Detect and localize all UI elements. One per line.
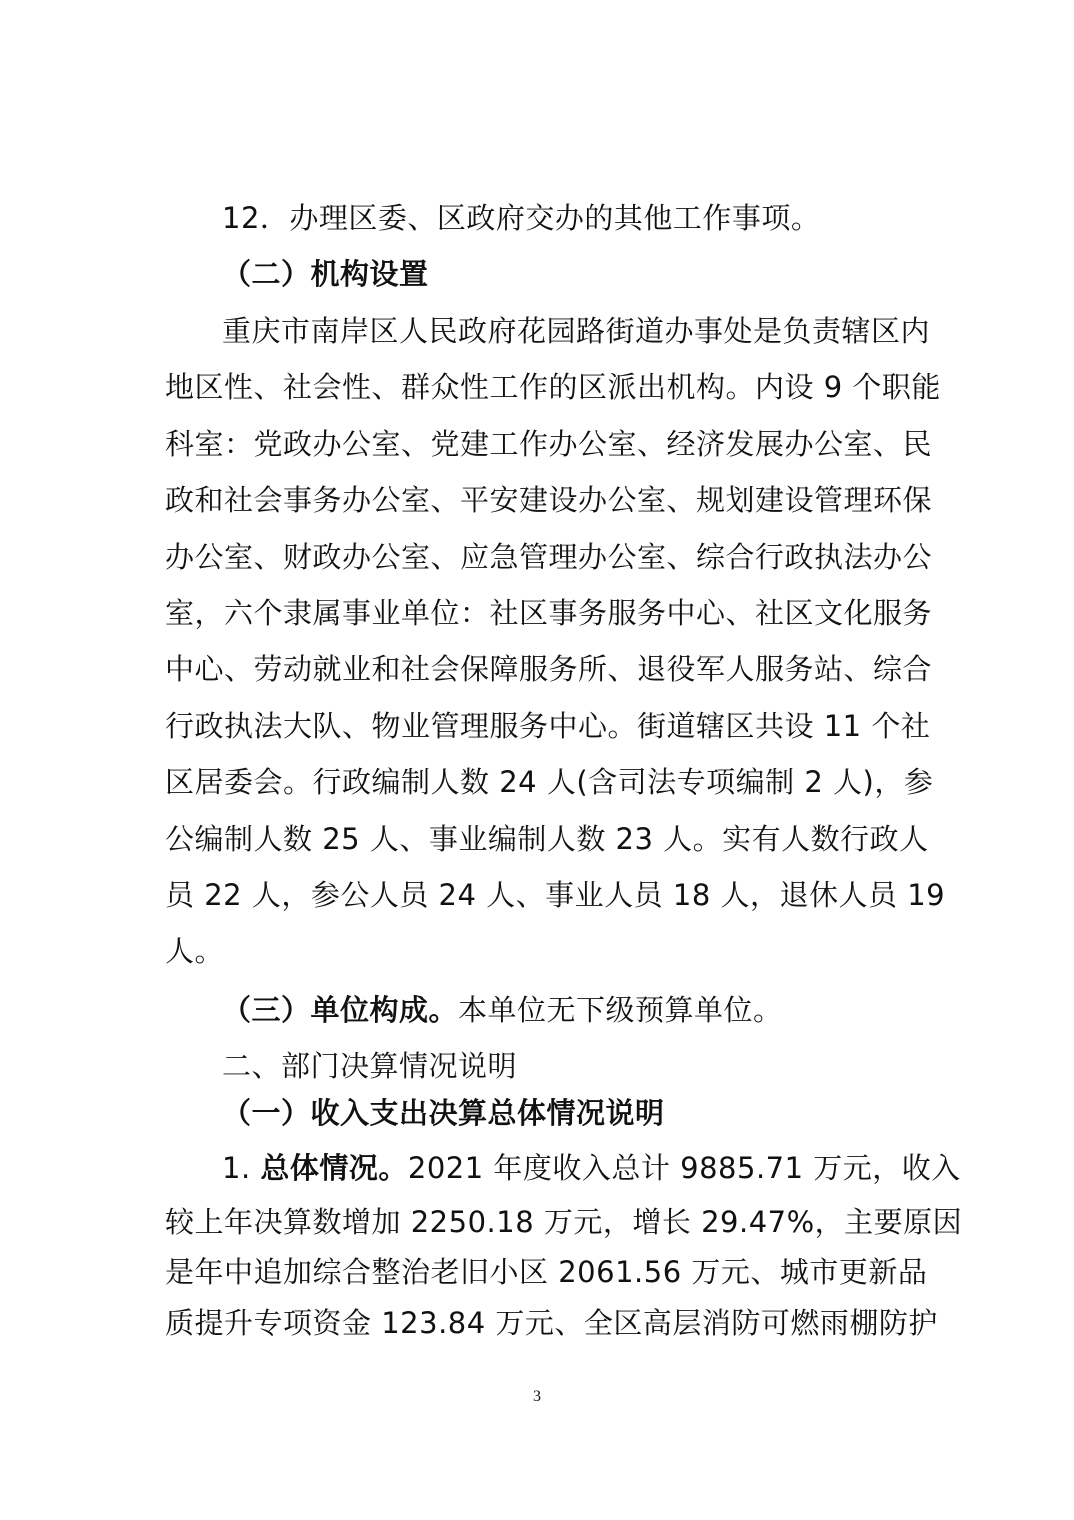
- paragraph-line: [165, 1252, 928, 1292]
- paragraph-line: [165, 649, 933, 689]
- paragraph-line: [222, 311, 931, 351]
- paragraph-line: [165, 593, 933, 633]
- paragraph-line: [165, 537, 933, 577]
- page-number: 3: [533, 1388, 541, 1405]
- inline-heading: 总体情况。: [260, 1151, 408, 1185]
- section-heading: （三）单位构成。: [222, 993, 459, 1027]
- paragraph-line: [222, 990, 925, 1030]
- paragraph-line: [165, 367, 941, 407]
- paragraph-line: [165, 1202, 963, 1242]
- text-run: 重庆市南岸区人民政府花园路街道办事处是负责辖区内: [222, 314, 931, 348]
- paragraph-line: [222, 1148, 961, 1188]
- text-run: 本单位无下级预算单位。: [458, 993, 783, 1027]
- text-run: 较上年决算数增加 2250.18 万元，增长 29.47%，主要原因: [165, 1205, 963, 1239]
- text-run: 质提升专项资金 123.84 万元、全区高层消防可燃雨棚防护: [165, 1306, 938, 1340]
- section-title: [222, 1046, 925, 1086]
- list-number: 1.: [222, 1151, 261, 1185]
- text-run: 12．办理区委、区政府交办的其他工作事项。: [222, 201, 821, 235]
- text-run: 人。: [165, 934, 225, 968]
- text-run: 2021 年度收入总计 9885.71 万元，收入: [407, 1151, 961, 1185]
- text-run: 公编制人数 25 人、事业编制人数 23 人。实有人数行政人: [165, 822, 929, 856]
- paragraph-line: [165, 875, 946, 915]
- paragraph-line: [165, 762, 934, 802]
- paragraph-line: [165, 931, 925, 971]
- paragraph-line: [165, 1303, 938, 1343]
- text-run: 二、部门决算情况说明: [222, 1049, 518, 1083]
- text-run: 室，六个隶属事业单位：社区事务服务中心、社区文化服务: [165, 596, 933, 630]
- text-run: 地区性、社会性、群众性工作的区派出机构。内设 9 个职能: [165, 370, 941, 404]
- text-run: 办公室、财政办公室、应急管理办公室、综合行政执法办公: [165, 540, 933, 574]
- text-run: 政和社会事务办公室、平安建设办公室、规划建设管理环保: [165, 483, 933, 517]
- section-heading: [222, 254, 925, 294]
- text-run: 中心、劳动就业和社会保障服务所、退役军人服务站、综合: [165, 652, 933, 686]
- text-run: 是年中追加综合整治老旧小区 2061.56 万元、城市更新品: [165, 1255, 928, 1289]
- text-run: （一）收入支出决算总体情况说明: [222, 1096, 665, 1130]
- paragraph-line: [165, 706, 931, 746]
- text-run: 行政执法大队、物业管理服务中心。街道辖区共设 11 个社: [165, 709, 931, 743]
- paragraph-line: [165, 480, 933, 520]
- text-run: （二）机构设置: [222, 257, 429, 291]
- paragraph-line: [222, 198, 925, 238]
- text-run: 员 22 人，参公人员 24 人、事业人员 18 人，退休人员 19: [165, 878, 946, 912]
- text-run: 区居委会。行政编制人数 24 人(含司法专项编制 2 人)，参: [165, 765, 934, 799]
- section-heading: [222, 1093, 925, 1133]
- paragraph-line: [165, 819, 929, 859]
- text-run: 科室：党政办公室、党建工作办公室、经济发展办公室、民: [165, 427, 933, 461]
- paragraph-line: [165, 424, 933, 464]
